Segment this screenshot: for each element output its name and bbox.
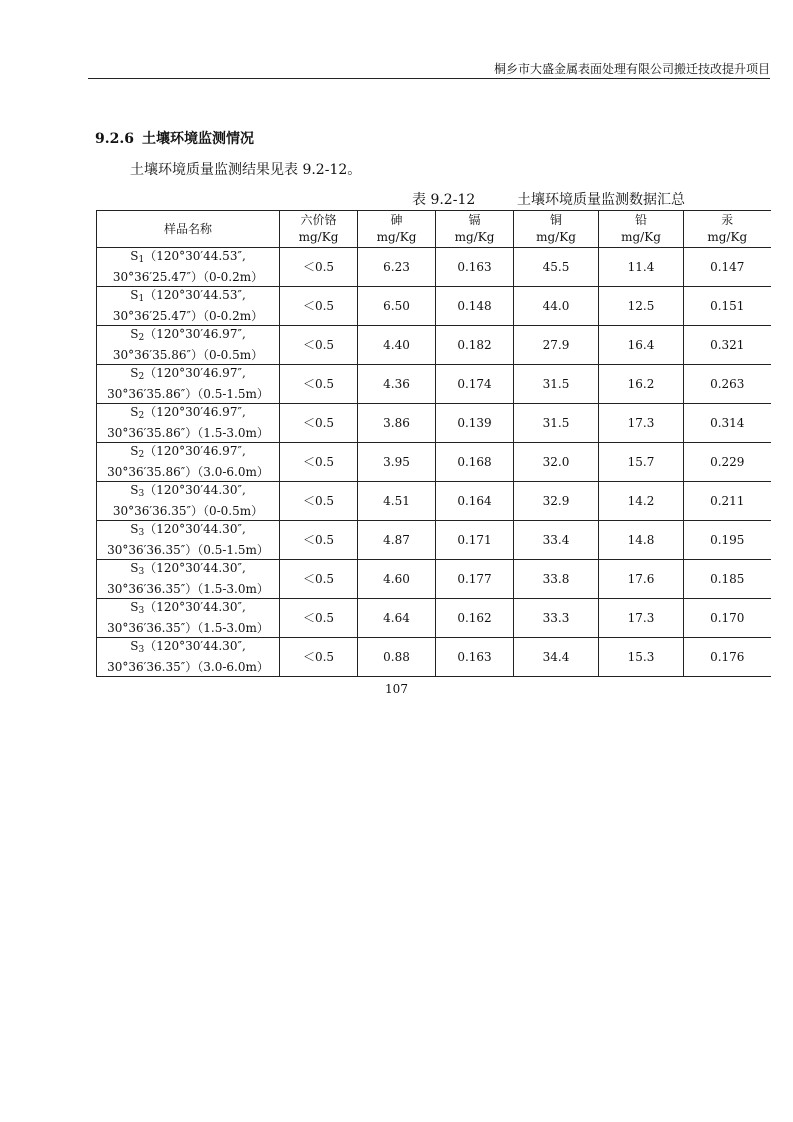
value-cell-hg: 0.321 bbox=[684, 326, 771, 365]
sample-site-label: S bbox=[130, 288, 139, 302]
sample-site-label: S bbox=[130, 522, 139, 536]
table-row bbox=[97, 404, 771, 443]
value-cell-as: 4.51 bbox=[358, 482, 436, 521]
sample-site-subscript: 1 bbox=[138, 255, 145, 265]
sample-coordinate-longitude: （120°30′44.53″, bbox=[144, 288, 246, 302]
sample-coordinate-latitude-depth: 30°36′36.35″）（1.5-3.0m） bbox=[107, 621, 269, 635]
sample-name-cell bbox=[97, 560, 280, 599]
sample-name-cell bbox=[97, 365, 280, 404]
value-cell-cu: 27.9 bbox=[514, 326, 599, 365]
header-copper: 铜 mg/Kg bbox=[514, 211, 599, 248]
value-cell-cr6: ＜0.5 bbox=[280, 365, 358, 404]
sample-site-line bbox=[97, 287, 279, 308]
header-rule bbox=[88, 78, 770, 79]
table-caption-number: 表 9.2-12 bbox=[412, 192, 476, 208]
table-row bbox=[97, 521, 771, 560]
section-number: 9.2.6 bbox=[95, 131, 134, 147]
value-cell-cd: 0.162 bbox=[436, 599, 514, 638]
value-cell-cu: 31.5 bbox=[514, 404, 599, 443]
table-row bbox=[97, 326, 771, 365]
table-row bbox=[97, 482, 771, 521]
value-cell-pb: 16.4 bbox=[599, 326, 684, 365]
sample-coordinate-longitude: （120°30′44.30″, bbox=[144, 639, 246, 653]
sample-site-line bbox=[97, 599, 279, 620]
table-row bbox=[97, 443, 771, 482]
value-cell-cr6: ＜0.5 bbox=[280, 560, 358, 599]
sample-name-cell bbox=[97, 404, 280, 443]
value-cell-as: 6.23 bbox=[358, 248, 436, 287]
table-row bbox=[97, 287, 771, 326]
value-cell-cr6: ＜0.5 bbox=[280, 521, 358, 560]
value-cell-hg: 0.170 bbox=[684, 599, 771, 638]
value-cell-cr6: ＜0.5 bbox=[280, 248, 358, 287]
section-heading bbox=[95, 129, 254, 149]
sample-site-line bbox=[97, 443, 279, 464]
value-cell-cd: 0.182 bbox=[436, 326, 514, 365]
sample-site-line bbox=[97, 482, 279, 503]
value-cell-cr6: ＜0.5 bbox=[280, 287, 358, 326]
sample-coordinate-latitude-depth: 30°36′36.35″）（3.0-6.0m） bbox=[107, 660, 269, 674]
sample-site-subscript: 1 bbox=[138, 294, 145, 304]
sample-coordinate-latitude-depth: 30°36′35.86″）（0-0.5m） bbox=[112, 348, 264, 362]
value-cell-cu: 45.5 bbox=[514, 248, 599, 287]
value-cell-hg: 0.211 bbox=[684, 482, 771, 521]
value-cell-pb: 16.2 bbox=[599, 365, 684, 404]
sample-site-label: S bbox=[130, 327, 139, 341]
sample-name-cell bbox=[97, 521, 280, 560]
value-cell-hg: 0.229 bbox=[684, 443, 771, 482]
value-cell-pb: 14.2 bbox=[599, 482, 684, 521]
table-caption bbox=[412, 190, 752, 210]
value-cell-as: 3.95 bbox=[358, 443, 436, 482]
sample-site-line bbox=[97, 638, 279, 659]
sample-site-subscript: 3 bbox=[138, 645, 145, 655]
table-row bbox=[97, 560, 771, 599]
sample-name-cell bbox=[97, 482, 280, 521]
sample-coordinate-longitude: （120°30′46.97″, bbox=[144, 444, 246, 458]
sample-site-label: S bbox=[130, 600, 139, 614]
value-cell-cr6: ＜0.5 bbox=[280, 599, 358, 638]
table-caption-title: 土壤环境质量监测数据汇总 bbox=[517, 192, 685, 208]
value-cell-pb: 17.6 bbox=[599, 560, 684, 599]
sample-site-line bbox=[97, 326, 279, 347]
value-cell-hg: 0.147 bbox=[684, 248, 771, 287]
value-cell-cd: 0.148 bbox=[436, 287, 514, 326]
value-cell-cr6: ＜0.5 bbox=[280, 326, 358, 365]
value-cell-cd: 0.163 bbox=[436, 248, 514, 287]
value-cell-cd: 0.168 bbox=[436, 443, 514, 482]
sample-site-line bbox=[97, 521, 279, 542]
sample-site-subscript: 3 bbox=[138, 567, 145, 577]
sample-coordinate-latitude-depth: 30°36′35.86″）（1.5-3.0m） bbox=[107, 426, 269, 440]
value-cell-cd: 0.171 bbox=[436, 521, 514, 560]
value-cell-cu: 32.0 bbox=[514, 443, 599, 482]
sample-coordinate-longitude: （120°30′44.30″, bbox=[144, 561, 246, 575]
sample-site-label: S bbox=[130, 405, 139, 419]
sample-site-subscript: 2 bbox=[138, 333, 145, 343]
sample-coordinate-latitude-depth: 30°36′36.35″）（1.5-3.0m） bbox=[107, 582, 269, 596]
value-cell-cu: 33.4 bbox=[514, 521, 599, 560]
value-cell-as: 0.88 bbox=[358, 638, 436, 677]
sample-site-label: S bbox=[130, 366, 139, 380]
value-cell-as: 4.87 bbox=[358, 521, 436, 560]
intro-paragraph: 土壤环境质量监测结果见表 9.2-12。 bbox=[130, 162, 362, 178]
sample-name-cell bbox=[97, 326, 280, 365]
value-cell-cr6: ＜0.5 bbox=[280, 638, 358, 677]
sample-site-label: S bbox=[130, 639, 139, 653]
table-row bbox=[97, 638, 771, 677]
value-cell-cd: 0.163 bbox=[436, 638, 514, 677]
value-cell-as: 4.60 bbox=[358, 560, 436, 599]
sample-coordinate-latitude-depth: 30°36′25.47″）（0-0.2m） bbox=[112, 270, 264, 284]
sample-coordinate-latitude-depth: 30°36′36.35″）（0.5-1.5m） bbox=[107, 543, 269, 557]
sample-site-line bbox=[97, 404, 279, 425]
sample-site-subscript: 2 bbox=[138, 450, 145, 460]
sample-site-label: S bbox=[130, 561, 139, 575]
sample-site-subscript: 2 bbox=[138, 411, 145, 421]
sample-site-subscript: 3 bbox=[138, 489, 145, 499]
value-cell-pb: 15.7 bbox=[599, 443, 684, 482]
sample-coordinate-latitude-depth: 30°36′36.35″）（0-0.5m） bbox=[112, 504, 264, 518]
value-cell-pb: 15.3 bbox=[599, 638, 684, 677]
sample-coordinate-longitude: （120°30′44.30″, bbox=[144, 600, 246, 614]
value-cell-cd: 0.174 bbox=[436, 365, 514, 404]
sample-site-label: S bbox=[130, 444, 139, 458]
value-cell-cu: 34.4 bbox=[514, 638, 599, 677]
value-cell-pb: 11.4 bbox=[599, 248, 684, 287]
sample-name-cell bbox=[97, 443, 280, 482]
sample-site-subscript: 3 bbox=[138, 606, 145, 616]
sample-name-cell bbox=[97, 248, 280, 287]
page-number: 107 bbox=[385, 682, 408, 696]
sample-coordinate-longitude: （120°30′46.97″, bbox=[144, 405, 246, 419]
sample-coordinate-longitude: （120°30′44.30″, bbox=[144, 483, 246, 497]
sample-site-label: S bbox=[130, 249, 139, 263]
value-cell-hg: 0.185 bbox=[684, 560, 771, 599]
value-cell-cu: 33.3 bbox=[514, 599, 599, 638]
value-cell-cr6: ＜0.5 bbox=[280, 482, 358, 521]
table-row bbox=[97, 365, 771, 404]
value-cell-pb: 17.3 bbox=[599, 599, 684, 638]
value-cell-cr6: ＜0.5 bbox=[280, 443, 358, 482]
sample-site-line bbox=[97, 560, 279, 581]
header-arsenic: 砷 mg/Kg bbox=[358, 211, 436, 248]
sample-coordinate-latitude-depth: 30°36′35.86″）（0.5-1.5m） bbox=[107, 387, 269, 401]
sample-site-line bbox=[97, 365, 279, 386]
value-cell-pb: 12.5 bbox=[599, 287, 684, 326]
value-cell-as: 6.50 bbox=[358, 287, 436, 326]
value-cell-as: 3.86 bbox=[358, 404, 436, 443]
sample-coordinate-longitude: （120°30′44.30″, bbox=[144, 522, 246, 536]
sample-name-cell bbox=[97, 638, 280, 677]
sample-site-subscript: 3 bbox=[138, 528, 145, 538]
value-cell-cd: 0.177 bbox=[436, 560, 514, 599]
sample-name-cell bbox=[97, 287, 280, 326]
sample-coordinate-longitude: （120°30′44.53″, bbox=[144, 249, 246, 263]
value-cell-cd: 0.164 bbox=[436, 482, 514, 521]
value-cell-cu: 32.9 bbox=[514, 482, 599, 521]
running-header: 桐乡市大盛金属表面处理有限公司搬迁技改提升项目 bbox=[493, 62, 770, 76]
sample-coordinate-longitude: （120°30′46.97″, bbox=[144, 366, 246, 380]
value-cell-hg: 0.314 bbox=[684, 404, 771, 443]
table-row bbox=[97, 248, 771, 287]
sample-coordinate-latitude-depth: 30°36′25.47″）（0-0.2m） bbox=[112, 309, 264, 323]
value-cell-hg: 0.176 bbox=[684, 638, 771, 677]
sample-site-subscript: 2 bbox=[138, 372, 145, 382]
header-mercury: 汞 mg/Kg bbox=[684, 211, 771, 248]
table-header-row bbox=[97, 211, 771, 248]
sample-coordinate-longitude: （120°30′46.97″, bbox=[144, 327, 246, 341]
sample-site-line bbox=[97, 248, 279, 269]
value-cell-as: 4.36 bbox=[358, 365, 436, 404]
value-cell-pb: 14.8 bbox=[599, 521, 684, 560]
value-cell-hg: 0.151 bbox=[684, 287, 771, 326]
header-cr6: 六价铬 mg/Kg bbox=[280, 211, 358, 248]
section-title-text: 土壤环境监测情况 bbox=[141, 131, 254, 147]
value-cell-as: 4.40 bbox=[358, 326, 436, 365]
header-cadmium: 镉 mg/Kg bbox=[436, 211, 514, 248]
sample-name-cell bbox=[97, 599, 280, 638]
header-sample-name: 样品名称 bbox=[97, 211, 280, 248]
sample-site-label: S bbox=[130, 483, 139, 497]
table-row bbox=[97, 599, 771, 638]
header-lead: 铅 mg/Kg bbox=[599, 211, 684, 248]
value-cell-cu: 44.0 bbox=[514, 287, 599, 326]
value-cell-cd: 0.139 bbox=[436, 404, 514, 443]
value-cell-hg: 0.263 bbox=[684, 365, 771, 404]
sample-coordinate-latitude-depth: 30°36′35.86″）（3.0-6.0m） bbox=[107, 465, 269, 479]
value-cell-cu: 33.8 bbox=[514, 560, 599, 599]
value-cell-hg: 0.195 bbox=[684, 521, 771, 560]
value-cell-cr6: ＜0.5 bbox=[280, 404, 358, 443]
value-cell-pb: 17.3 bbox=[599, 404, 684, 443]
value-cell-cu: 31.5 bbox=[514, 365, 599, 404]
value-cell-as: 4.64 bbox=[358, 599, 436, 638]
soil-monitoring-table bbox=[96, 210, 771, 677]
